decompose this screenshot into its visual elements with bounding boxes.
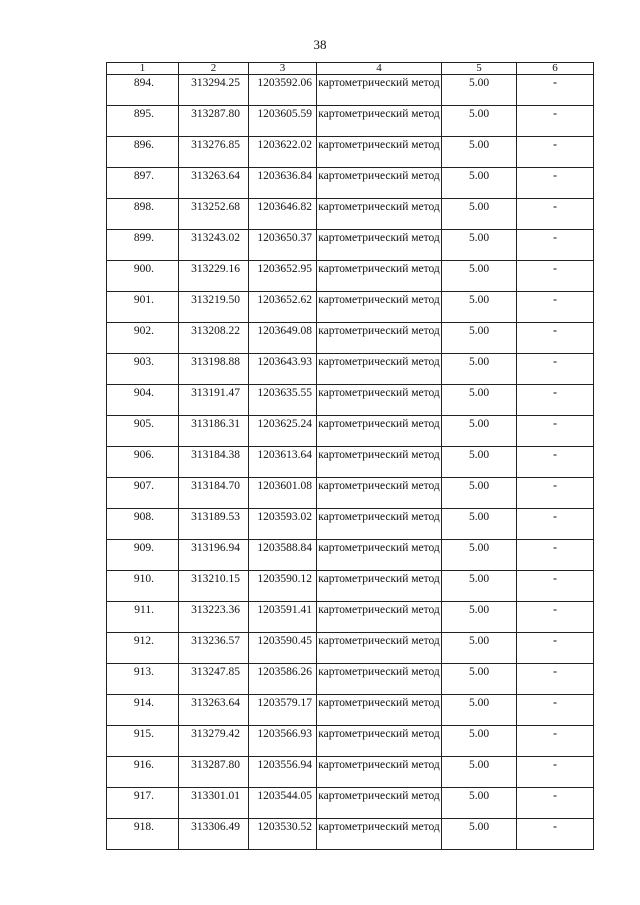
- coordinate-x: 313294.25: [179, 75, 249, 106]
- table-row: [107, 199, 594, 230]
- coordinate-x: 313236.57: [179, 633, 249, 664]
- description-cell: -: [517, 292, 594, 323]
- coordinate-x: 313263.64: [179, 168, 249, 199]
- coordinate-y: 1203635.55: [249, 385, 317, 416]
- coordinates-table: [106, 62, 594, 850]
- coordinate-x: 313279.42: [179, 726, 249, 757]
- table-row: [107, 137, 594, 168]
- method-cell: картометрический метод: [317, 571, 442, 602]
- table-row: [107, 478, 594, 509]
- column-header: 6: [517, 63, 594, 75]
- coordinate-x: 313252.68: [179, 199, 249, 230]
- table-row: [107, 75, 594, 106]
- coordinate-x: 313186.31: [179, 416, 249, 447]
- coordinate-x: 313184.38: [179, 447, 249, 478]
- coordinate-y: 1203652.62: [249, 292, 317, 323]
- table-row: [107, 447, 594, 478]
- coordinate-y: 1203591.41: [249, 602, 317, 633]
- point-number: 902.: [107, 323, 179, 354]
- description-cell: -: [517, 509, 594, 540]
- description-cell: -: [517, 819, 594, 850]
- coordinate-y: 1203605.59: [249, 106, 317, 137]
- coordinate-x: 313276.85: [179, 137, 249, 168]
- column-header: 5: [442, 63, 517, 75]
- coordinate-y: 1203652.95: [249, 261, 317, 292]
- point-number: 916.: [107, 757, 179, 788]
- method-cell: картометрический метод: [317, 292, 442, 323]
- column-header: 3: [249, 63, 317, 75]
- table-row: [107, 509, 594, 540]
- coordinate-y: 1203579.17: [249, 695, 317, 726]
- coordinate-y: 1203544.05: [249, 788, 317, 819]
- coordinate-x: 313263.64: [179, 695, 249, 726]
- point-number: 896.: [107, 137, 179, 168]
- point-number: 917.: [107, 788, 179, 819]
- point-number: 894.: [107, 75, 179, 106]
- description-cell: -: [517, 106, 594, 137]
- accuracy-cell: 5.00: [442, 230, 517, 261]
- coordinate-x: 313306.49: [179, 819, 249, 850]
- accuracy-cell: 5.00: [442, 819, 517, 850]
- table-row: [107, 540, 594, 571]
- description-cell: -: [517, 261, 594, 292]
- point-number: 911.: [107, 602, 179, 633]
- coordinate-y: 1203590.12: [249, 571, 317, 602]
- point-number: 903.: [107, 354, 179, 385]
- accuracy-cell: 5.00: [442, 757, 517, 788]
- method-cell: картометрический метод: [317, 75, 442, 106]
- point-number: 908.: [107, 509, 179, 540]
- coordinate-y: 1203593.02: [249, 509, 317, 540]
- accuracy-cell: 5.00: [442, 168, 517, 199]
- description-cell: -: [517, 633, 594, 664]
- coordinate-y: 1203530.52: [249, 819, 317, 850]
- accuracy-cell: 5.00: [442, 478, 517, 509]
- page-number: 38: [313, 37, 327, 52]
- point-number: 895.: [107, 106, 179, 137]
- method-cell: картометрический метод: [317, 354, 442, 385]
- point-number: 918.: [107, 819, 179, 850]
- method-cell: картометрический метод: [317, 323, 442, 354]
- accuracy-cell: 5.00: [442, 261, 517, 292]
- method-cell: картометрический метод: [317, 695, 442, 726]
- method-cell: картометрический метод: [317, 509, 442, 540]
- accuracy-cell: 5.00: [442, 633, 517, 664]
- method-cell: картометрический метод: [317, 106, 442, 137]
- description-cell: -: [517, 447, 594, 478]
- coordinate-x: 313301.01: [179, 788, 249, 819]
- point-number: 901.: [107, 292, 179, 323]
- point-number: 906.: [107, 447, 179, 478]
- coordinate-x: 313184.70: [179, 478, 249, 509]
- table-header-row: [107, 63, 594, 75]
- accuracy-cell: 5.00: [442, 726, 517, 757]
- method-cell: картометрический метод: [317, 137, 442, 168]
- accuracy-cell: 5.00: [442, 509, 517, 540]
- description-cell: -: [517, 354, 594, 385]
- column-header: 2: [179, 63, 249, 75]
- description-cell: -: [517, 385, 594, 416]
- accuracy-cell: 5.00: [442, 602, 517, 633]
- coordinate-x: 313189.53: [179, 509, 249, 540]
- table-row: [107, 106, 594, 137]
- accuracy-cell: 5.00: [442, 323, 517, 354]
- accuracy-cell: 5.00: [442, 416, 517, 447]
- point-number: 912.: [107, 633, 179, 664]
- method-cell: картометрический метод: [317, 230, 442, 261]
- table-row: [107, 230, 594, 261]
- method-cell: картометрический метод: [317, 602, 442, 633]
- method-cell: картометрический метод: [317, 478, 442, 509]
- table-row: [107, 261, 594, 292]
- coordinate-y: 1203646.82: [249, 199, 317, 230]
- description-cell: -: [517, 230, 594, 261]
- table-row: [107, 695, 594, 726]
- table-row: [107, 323, 594, 354]
- method-cell: картометрический метод: [317, 540, 442, 571]
- description-cell: -: [517, 695, 594, 726]
- point-number: 900.: [107, 261, 179, 292]
- method-cell: картометрический метод: [317, 447, 442, 478]
- table-row: [107, 633, 594, 664]
- accuracy-cell: 5.00: [442, 540, 517, 571]
- method-cell: картометрический метод: [317, 168, 442, 199]
- table-row: [107, 664, 594, 695]
- description-cell: -: [517, 540, 594, 571]
- description-cell: -: [517, 199, 594, 230]
- point-number: 905.: [107, 416, 179, 447]
- accuracy-cell: 5.00: [442, 354, 517, 385]
- accuracy-cell: 5.00: [442, 447, 517, 478]
- column-header: 4: [317, 63, 442, 75]
- table-row: [107, 726, 594, 757]
- point-number: 910.: [107, 571, 179, 602]
- coordinate-x: 313287.80: [179, 757, 249, 788]
- accuracy-cell: 5.00: [442, 137, 517, 168]
- description-cell: -: [517, 137, 594, 168]
- coordinate-x: 313219.50: [179, 292, 249, 323]
- accuracy-cell: 5.00: [442, 664, 517, 695]
- coordinate-x: 313287.80: [179, 106, 249, 137]
- point-number: 899.: [107, 230, 179, 261]
- description-cell: -: [517, 726, 594, 757]
- coordinate-x: 313243.02: [179, 230, 249, 261]
- description-cell: -: [517, 478, 594, 509]
- column-header: 1: [107, 63, 179, 75]
- coordinate-x: 313191.47: [179, 385, 249, 416]
- table-row: [107, 757, 594, 788]
- coordinate-y: 1203649.08: [249, 323, 317, 354]
- table-row: [107, 571, 594, 602]
- point-number: 909.: [107, 540, 179, 571]
- method-cell: картометрический метод: [317, 726, 442, 757]
- accuracy-cell: 5.00: [442, 106, 517, 137]
- coordinate-y: 1203622.02: [249, 137, 317, 168]
- method-cell: картометрический метод: [317, 385, 442, 416]
- table-row: [107, 416, 594, 447]
- table-row: [107, 385, 594, 416]
- description-cell: -: [517, 323, 594, 354]
- method-cell: картометрический метод: [317, 788, 442, 819]
- coordinate-y: 1203636.84: [249, 168, 317, 199]
- accuracy-cell: 5.00: [442, 385, 517, 416]
- coordinate-x: 313247.85: [179, 664, 249, 695]
- point-number: 897.: [107, 168, 179, 199]
- point-number: 904.: [107, 385, 179, 416]
- description-cell: -: [517, 602, 594, 633]
- coordinate-y: 1203590.45: [249, 633, 317, 664]
- coordinate-y: 1203592.06: [249, 75, 317, 106]
- table-row: [107, 292, 594, 323]
- accuracy-cell: 5.00: [442, 199, 517, 230]
- coordinate-x: 313198.88: [179, 354, 249, 385]
- table-row: [107, 788, 594, 819]
- coordinate-y: 1203601.08: [249, 478, 317, 509]
- coordinate-x: 313210.15: [179, 571, 249, 602]
- description-cell: -: [517, 168, 594, 199]
- point-number: 913.: [107, 664, 179, 695]
- coordinate-y: 1203625.24: [249, 416, 317, 447]
- table-row: [107, 602, 594, 633]
- description-cell: -: [517, 571, 594, 602]
- description-cell: -: [517, 75, 594, 106]
- method-cell: картометрический метод: [317, 757, 442, 788]
- coordinate-y: 1203643.93: [249, 354, 317, 385]
- description-cell: -: [517, 664, 594, 695]
- coordinate-x: 313223.36: [179, 602, 249, 633]
- coordinate-x: 313208.22: [179, 323, 249, 354]
- description-cell: -: [517, 416, 594, 447]
- point-number: 915.: [107, 726, 179, 757]
- coordinate-x: 313196.94: [179, 540, 249, 571]
- point-number: 914.: [107, 695, 179, 726]
- table-row: [107, 354, 594, 385]
- method-cell: картометрический метод: [317, 819, 442, 850]
- accuracy-cell: 5.00: [442, 695, 517, 726]
- accuracy-cell: 5.00: [442, 788, 517, 819]
- method-cell: картометрический метод: [317, 664, 442, 695]
- description-cell: -: [517, 788, 594, 819]
- point-number: 898.: [107, 199, 179, 230]
- description-cell: -: [517, 757, 594, 788]
- method-cell: картометрический метод: [317, 633, 442, 664]
- coordinate-y: 1203556.94: [249, 757, 317, 788]
- coordinate-y: 1203588.84: [249, 540, 317, 571]
- table-row: [107, 819, 594, 850]
- accuracy-cell: 5.00: [442, 292, 517, 323]
- method-cell: картометрический метод: [317, 199, 442, 230]
- accuracy-cell: 5.00: [442, 75, 517, 106]
- coordinate-y: 1203613.64: [249, 447, 317, 478]
- method-cell: картометрический метод: [317, 416, 442, 447]
- point-number: 907.: [107, 478, 179, 509]
- coordinate-y: 1203650.37: [249, 230, 317, 261]
- coordinate-y: 1203566.93: [249, 726, 317, 757]
- method-cell: картометрический метод: [317, 261, 442, 292]
- coordinate-y: 1203586.26: [249, 664, 317, 695]
- coordinate-x: 313229.16: [179, 261, 249, 292]
- table-row: [107, 168, 594, 199]
- accuracy-cell: 5.00: [442, 571, 517, 602]
